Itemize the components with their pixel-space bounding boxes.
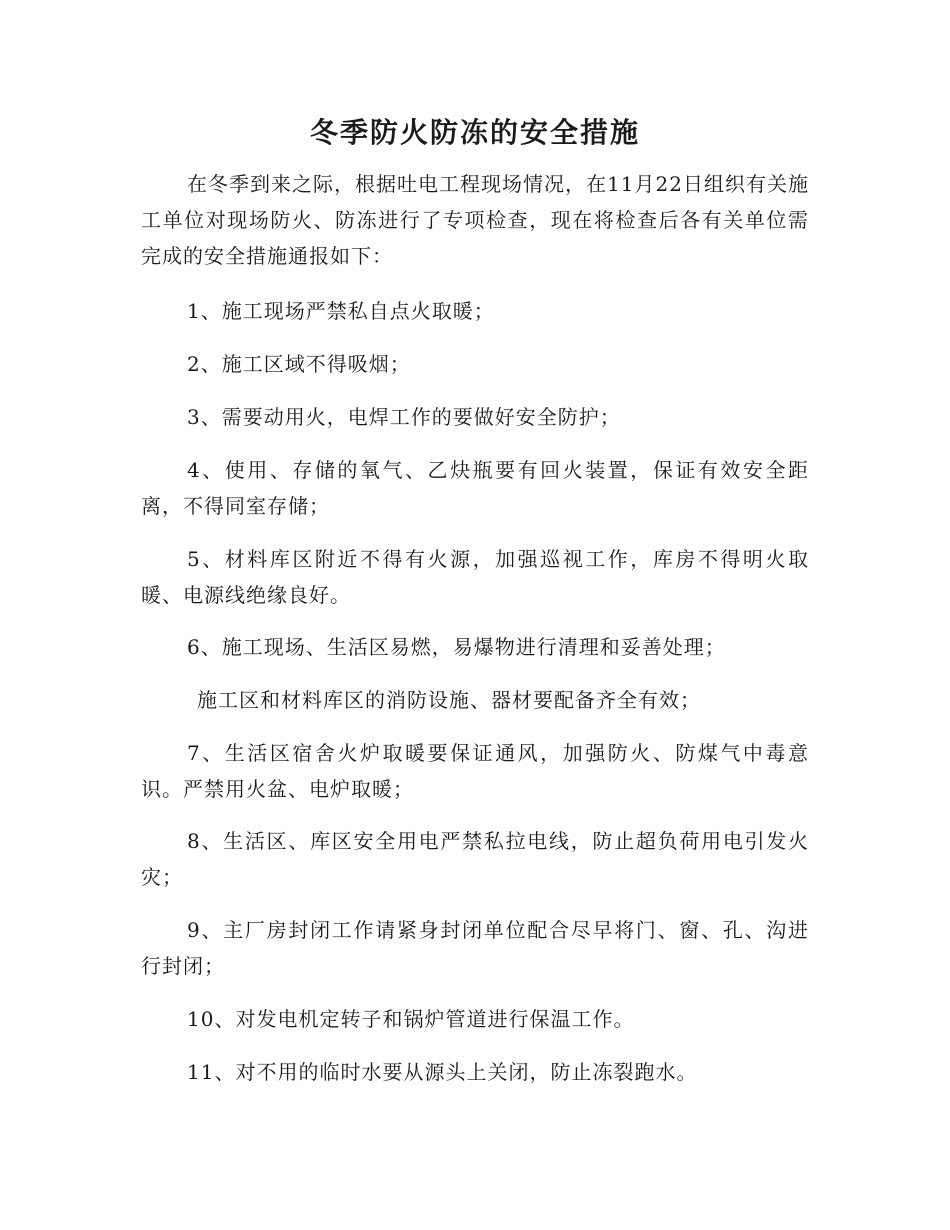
list-item: 1、施工现场严禁私自点火取暖； bbox=[187, 299, 495, 323]
list-item: 6、施工现场、生活区易燃，易爆物进行清理和妥善处理； bbox=[187, 635, 726, 659]
document-title: 冬季防火防冻的安全措施 bbox=[309, 116, 640, 149]
list-item: 8、生活区、库区安全用电严禁私拉电线，防止超负荷用电引发火灾； bbox=[141, 829, 809, 889]
list-item: 施工区和材料库区的消防设施、器材要配备齐全有效； bbox=[197, 688, 701, 712]
list-item: 2、施工区域不得吸烟； bbox=[187, 352, 411, 376]
list-item: 3、需要动用火，电焊工作的要做好安全防护； bbox=[187, 405, 621, 429]
list-item: 7、生活区宿舍火炉取暖要保证通风，加强防火、防煤气中毒意识。严禁用火盆、电炉取暖； bbox=[141, 741, 809, 801]
list-item: 11、对不用的临时水要从源头上关闭，防止冻裂跑水。 bbox=[187, 1060, 698, 1084]
intro-paragraph: 在冬季到来之际，根据吐电工程现场情况，在11月22日组织有关施工单位对现场防火、防冻进行了专项检查，现在将检查后各有关单位需完成的安全措施通报如下： bbox=[141, 172, 809, 268]
list-item: 9、主厂房封闭工作请紧身封闭单位配合尽早将门、窗、孔、沟进行封闭； bbox=[141, 918, 809, 978]
list-item: 4、使用、存储的氧气、乙炔瓶要有回火装置，保证有效安全距离，不得同室存储； bbox=[141, 458, 809, 518]
list-item: 5、材料库区附近不得有火源，加强巡视工作，库房不得明火取暖、电源线绝缘良好。 bbox=[141, 547, 809, 607]
list-item: 10、对发电机定转子和锅炉管道进行保温工作。 bbox=[187, 1007, 635, 1031]
